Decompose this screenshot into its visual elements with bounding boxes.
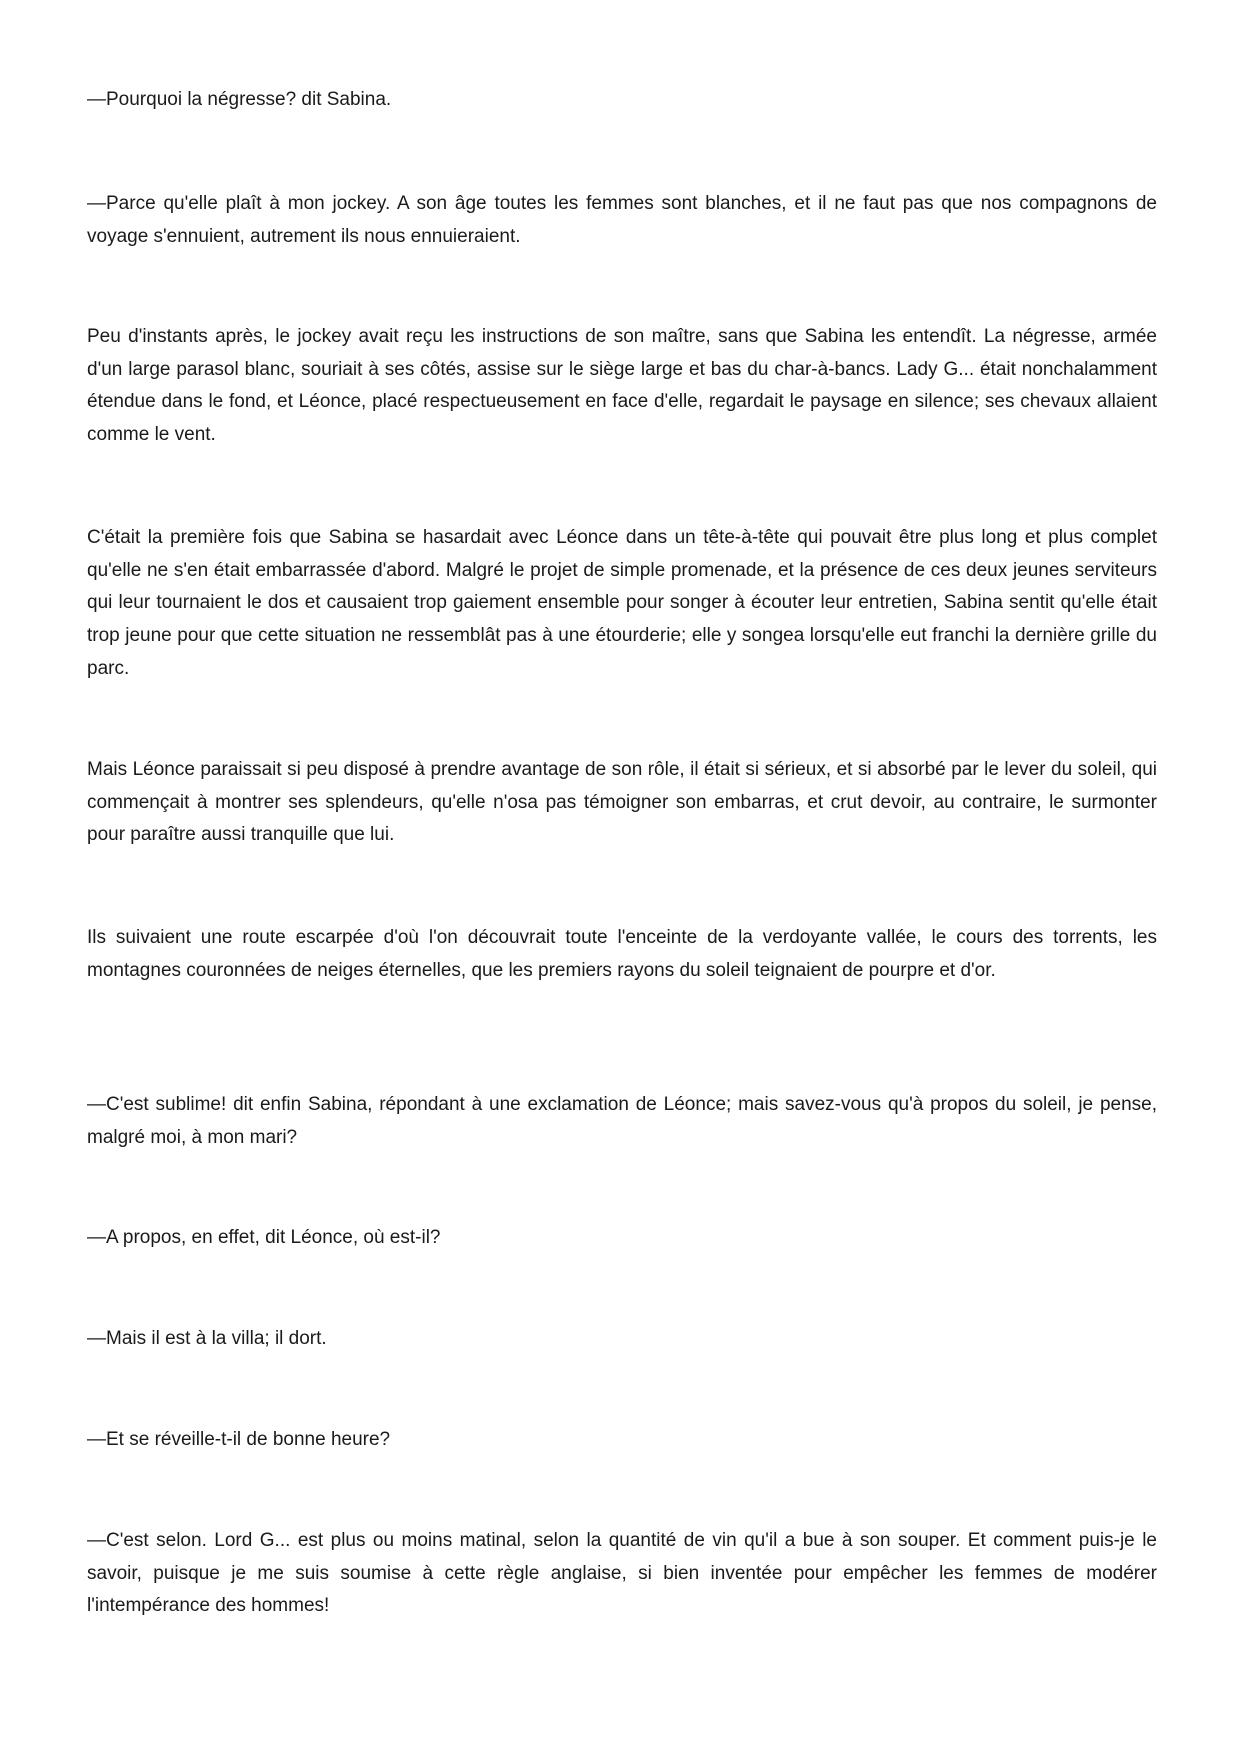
paragraph-1: —Pourquoi la négresse? dit Sabina. xyxy=(87,89,392,110)
paragraph-4: C'était la première fois que Sabina se hasardait avec Léonce dans un tête-à-tête qui pouvait être plus long et plus complet qu'elle ne s'en était embarrassée d'abord. Malgré le projet de simple promenade, et la présence de ces deux jeunes serviteurs qui leur tournaient le dos et causaient trop gaiement ensemble pour songer à écouter leur entretien, Sabina sentit qu'elle était trop jeune pour que cette situation ne ressemblât pas à une étourderie; elle y songea lorsqu'elle eut franchi la dernière grille du parc. xyxy=(87,527,1157,679)
paragraph-6: Ils suivaient une route escarpée d'où l'on découvrait toute l'enceinte de la verdoyante vallée, le cours des torrents, les montagnes couronnées de neiges éternelles, que les premiers rayons du soleil teignaient de pourpre et d'or. xyxy=(87,927,1157,981)
paragraph-7: —C'est sublime! dit enfin Sabina, répondant à une exclamation de Léonce; mais savez-vous qu'à propos du soleil, je pense, malgré moi, à mon mari? xyxy=(87,1094,1157,1148)
paragraph-8: —A propos, en effet, dit Léonce, où est-il? xyxy=(87,1227,441,1248)
paragraph-3: Peu d'instants après, le jockey avait reçu les instructions de son maître, sans que Sabina les entendît. La négresse, armée d'un large parasol blanc, souriait à ses côtés, assise sur le siège large et bas du char-à-bancs. Lady G... était nonchalamment étendue dans le fond, et Léonce, placé respectueusement en face d'elle, regardait le paysage en silence; ses chevaux allaient comme le vent. xyxy=(87,326,1157,446)
paragraph-9: —Mais il est à la villa; il dort. xyxy=(87,1328,327,1349)
paragraph-5: Mais Léonce paraissait si peu disposé à prendre avantage de son rôle, il était si sérieux, et si absorbé par le lever du soleil, qui commençait à montrer ses splendeurs, qu'elle n'osa pas témoigner son embarras, et crut devoir, au contraire, le surmonter pour paraître aussi tranquille que lui. xyxy=(87,759,1157,846)
paragraph-11: —C'est selon. Lord G... est plus ou moins matinal, selon la quantité de vin qu'il a bue à son souper. Et comment puis-je le savoir, puisque je me suis soumise à cette règle anglaise, si bien inventée pour empêcher les femmes de modérer l'intempérance des hommes! xyxy=(87,1530,1157,1617)
paragraph-2: —Parce qu'elle plaît à mon jockey. A son âge toutes les femmes sont blanches, et il ne faut pas que nos compagnons de voyage s'ennuient, autrement ils nous ennuieraient. xyxy=(87,193,1157,247)
paragraph-10: —Et se réveille-t-il de bonne heure? xyxy=(87,1429,391,1450)
